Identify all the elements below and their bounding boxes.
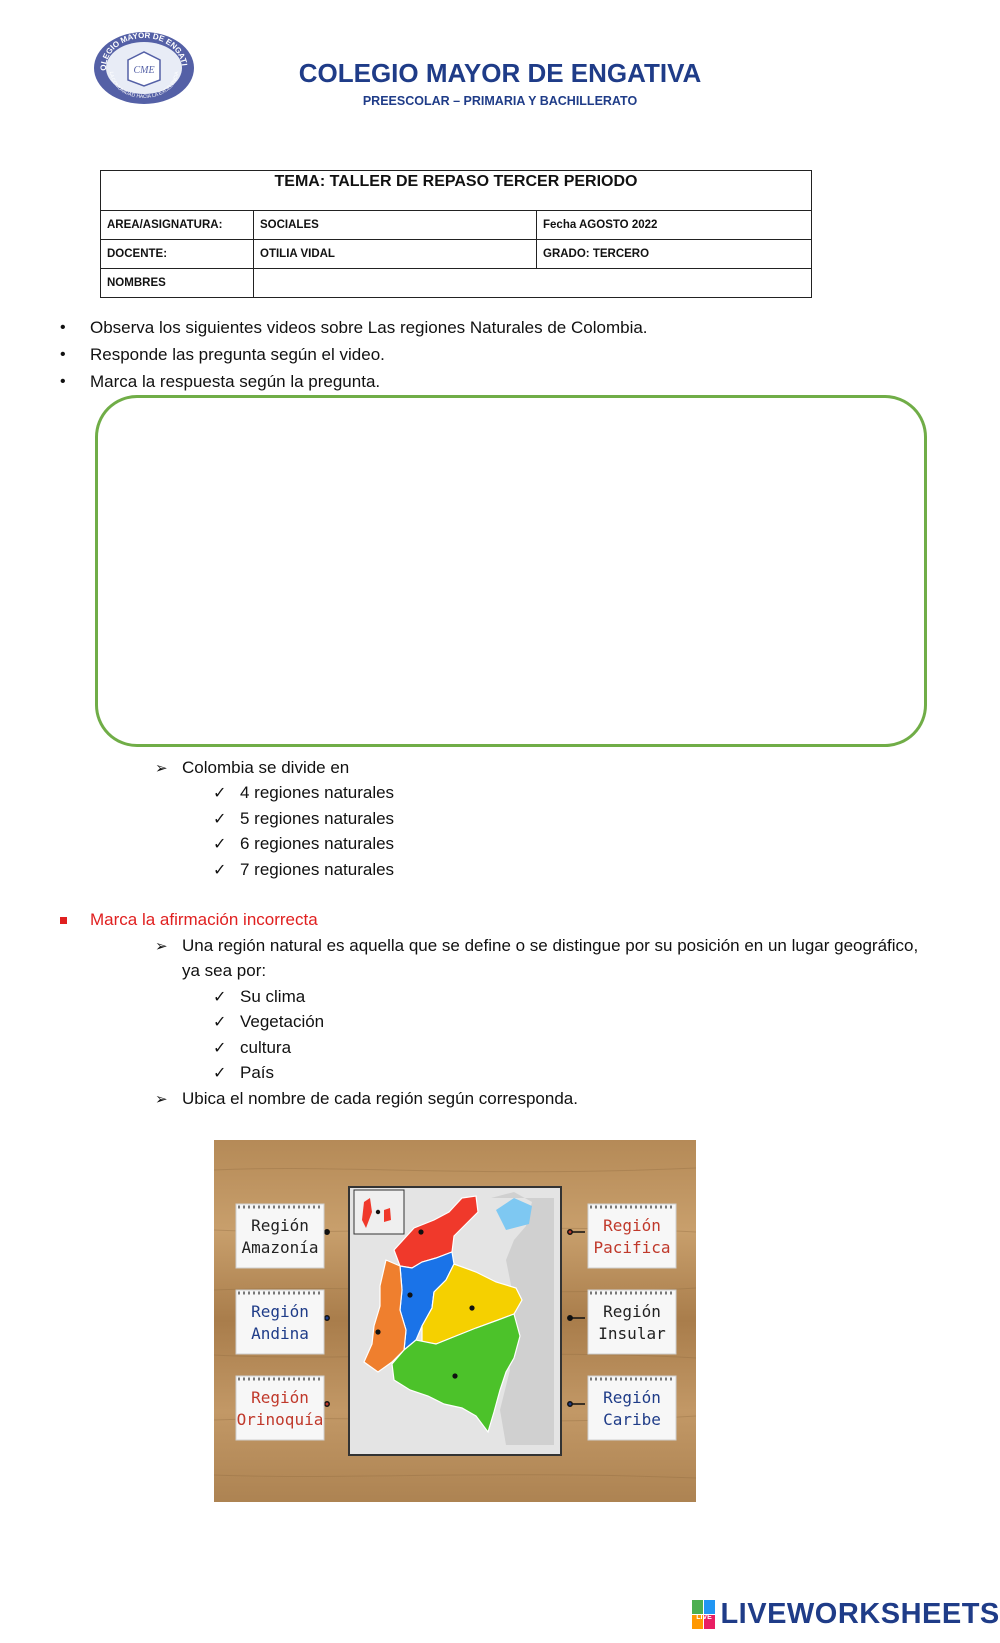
- check-bullet-icon: ✓: [213, 811, 227, 828]
- instruction-item: • Marca la respuesta según la pregunta.: [60, 368, 648, 395]
- check-bullet-icon: ✓: [213, 836, 227, 853]
- nombres-field[interactable]: [254, 269, 812, 298]
- question-2-statement-line1: Una región natural es aquella que se define o se distingue por su posición en un lugar geográfico,: [182, 936, 919, 955]
- region-card[interactable]: [236, 1376, 324, 1440]
- region-label-line2: Andina: [251, 1324, 309, 1343]
- badge-text: LIVE: [696, 1613, 712, 1621]
- region-card[interactable]: [236, 1204, 324, 1268]
- liveworksheets-brand: LIVEWORKSHEETS: [720, 1598, 1000, 1630]
- region-label-line1: Región: [251, 1388, 309, 1407]
- region-label-line1: Región: [603, 1388, 661, 1407]
- logo-initials: CME: [133, 65, 155, 76]
- docente-value: OTILIA VIDAL: [254, 240, 537, 269]
- colombia-regions-map: [214, 1140, 696, 1502]
- area-label: AREA/ASIGNATURA:: [101, 211, 254, 240]
- check-bullet-icon: ✓: [213, 862, 227, 879]
- fecha-cell: Fecha AGOSTO 2022: [537, 211, 812, 240]
- logo-text-bottom: LA COMUNIDAD HACIA LA EXCELENCIA: [107, 71, 181, 101]
- arrow-bullet-icon: ➢: [155, 1091, 168, 1108]
- nombres-label: NOMBRES: [101, 269, 254, 298]
- question-1-prompt: Colombia se divide en: [182, 758, 350, 777]
- region-label-line1: Región: [603, 1302, 661, 1321]
- answer-option[interactable]: 7 regiones naturales: [240, 860, 395, 879]
- answer-option[interactable]: cultura: [240, 1038, 292, 1057]
- square-bullet-icon: [60, 917, 67, 924]
- check-bullet-icon: ✓: [213, 785, 227, 802]
- school-subtitle: PREESCOLAR – PRIMARIA Y BACHILLERATO: [362, 94, 638, 108]
- instructions-list: [60, 314, 648, 395]
- region-label-line2: Insular: [598, 1324, 666, 1343]
- region-label-line2: Amazonía: [241, 1238, 319, 1257]
- liveworksheets-logo[interactable]: [692, 1598, 1000, 1631]
- question-1: [155, 758, 955, 898]
- question-2-statement-line2: ya sea por:: [182, 961, 267, 980]
- school-logo: [92, 30, 196, 106]
- region-card[interactable]: [588, 1290, 676, 1354]
- answer-option[interactable]: Vegetación: [240, 1012, 325, 1031]
- check-bullet-icon: ✓: [213, 989, 227, 1006]
- question-3-prompt: Ubica el nombre de cada región según corresponda.: [182, 1089, 578, 1108]
- region-card[interactable]: [588, 1376, 676, 1440]
- region-label-line2: Caribe: [603, 1410, 661, 1429]
- tema-cell: TEMA: TALLER DE REPASO TERCER PERIODO: [101, 171, 812, 211]
- question-2: [155, 936, 975, 1136]
- docente-label: DOCENTE:: [101, 240, 254, 269]
- check-bullet-icon: ✓: [213, 1040, 227, 1057]
- question-2-heading: Marca la afirmación incorrecta: [90, 910, 318, 929]
- info-table: [100, 170, 812, 298]
- instruction-item: • Observa los siguientes videos sobre Las regiones Naturales de Colombia.: [60, 314, 648, 341]
- region-card[interactable]: [236, 1290, 324, 1354]
- region-card[interactable]: [588, 1204, 676, 1268]
- region-label-line1: Región: [603, 1216, 661, 1235]
- region-label-line2: Orinoquía: [236, 1410, 324, 1429]
- logo-text-top: OLEGIO MAYOR DE ENGATI: [98, 30, 189, 71]
- video-embed-frame[interactable]: [95, 395, 927, 747]
- grado-cell: GRADO: TERCERO: [537, 240, 812, 269]
- answer-option[interactable]: 4 regiones naturales: [240, 783, 395, 802]
- liveworksheets-badge-icon: [692, 1600, 716, 1630]
- answer-option[interactable]: 6 regiones naturales: [240, 834, 395, 853]
- region-label-line2: Pacifica: [593, 1238, 671, 1257]
- area-value: SOCIALES: [254, 211, 537, 240]
- region-label-line1: Región: [251, 1302, 309, 1321]
- school-name: COLEGIO MAYOR DE ENGATIVA: [298, 58, 702, 88]
- answer-option[interactable]: Su clima: [240, 987, 306, 1006]
- check-bullet-icon: ✓: [213, 1065, 227, 1082]
- question-2-heading-wrap: [60, 910, 318, 930]
- answer-option[interactable]: 5 regiones naturales: [240, 809, 395, 828]
- arrow-bullet-icon: ➢: [155, 760, 168, 777]
- arrow-bullet-icon: ➢: [155, 938, 168, 955]
- instruction-item: • Responde las pregunta según el video.: [60, 341, 648, 368]
- region-label-line1: Región: [251, 1216, 309, 1235]
- check-bullet-icon: ✓: [213, 1014, 227, 1031]
- answer-option[interactable]: País: [240, 1063, 275, 1082]
